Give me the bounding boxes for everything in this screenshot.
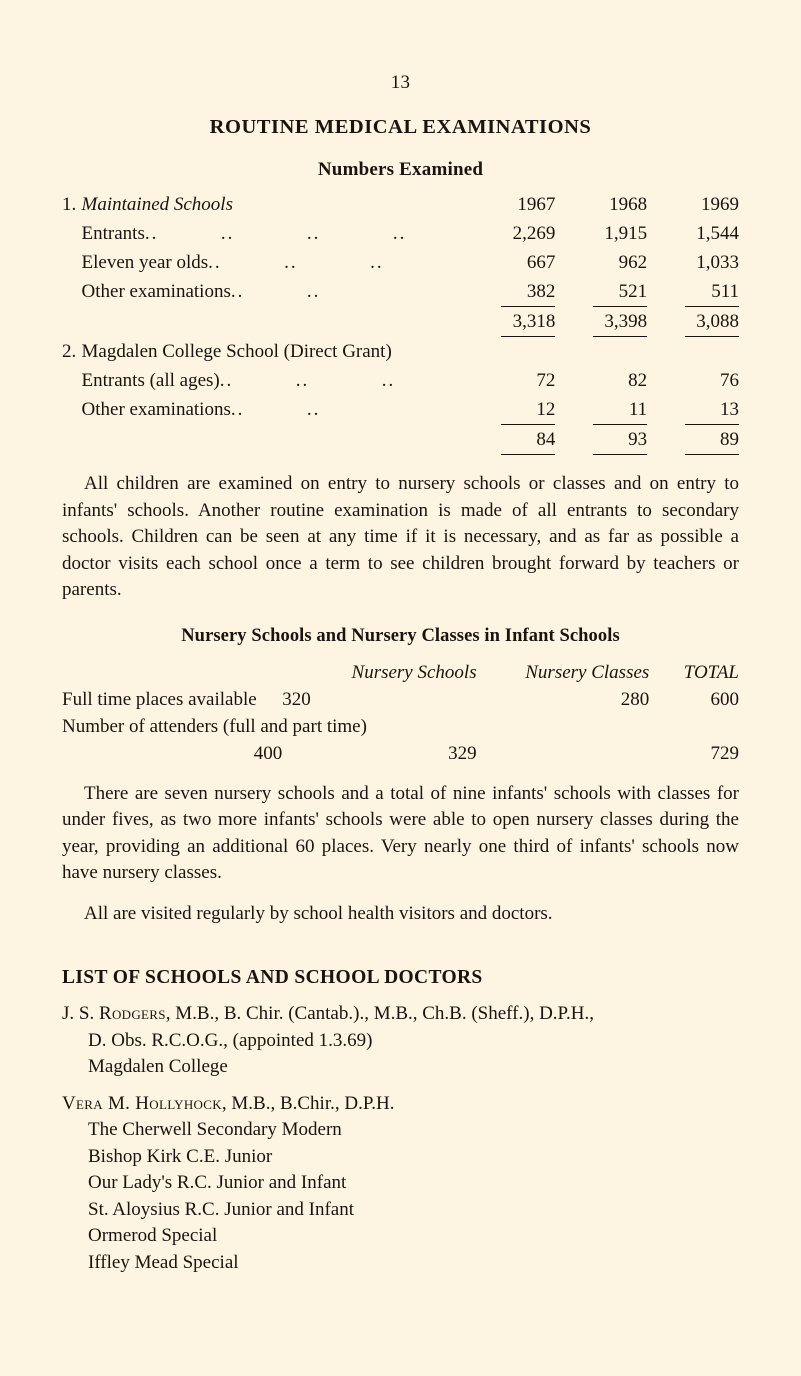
row-label: Entrants (all ages) — [81, 370, 220, 391]
year-header-1967: 1967 — [517, 194, 556, 215]
total-row — [62, 425, 739, 454]
total-value: 89 — [720, 429, 739, 450]
nursery-section-heading: Nursery Schools and Nursery Classes in Infant Schools — [181, 625, 620, 646]
nursery-column-header: Nursery Schools — [351, 661, 477, 683]
list-item: Bishop Kirk C.E. Junior — [88, 1145, 273, 1167]
cell-value: 76 — [720, 370, 739, 391]
cell-value: 1,544 — [696, 223, 739, 244]
nursery-column-header: Nursery Classes — [525, 661, 650, 683]
cell-value: 12 — [536, 399, 556, 420]
leader-dots: .. .. .. — [208, 252, 384, 273]
doctor-qualifications: , M.B., B.Chir., D.P.H. — [221, 1092, 395, 1114]
row-label: Other examinations — [81, 281, 231, 302]
list-item: The Cherwell Secondary Modern — [88, 1119, 342, 1140]
table-row — [62, 219, 739, 248]
section-index: 1. — [62, 194, 77, 215]
doctor-entry — [62, 1091, 739, 1277]
table-row — [62, 686, 739, 713]
total-row — [62, 307, 739, 336]
section-title: Magdalen College School — [81, 341, 279, 362]
table-row — [62, 395, 739, 424]
cell-value: 11 — [628, 399, 648, 420]
nursery-note-paragraph: There are seven nursery schools and a total of nine infants' schools with classes for under fives, as two more infants' schools were able to open nursery classes during the year, providing an additional 60 places. Very nearly one third of infants' schools now have nursery classes. — [62, 782, 739, 883]
section-index: 2. — [62, 341, 77, 362]
cell-value: 320 — [282, 688, 311, 710]
doctor-surname: Rodgers — [98, 1003, 166, 1024]
cell-value: 600 — [710, 688, 739, 710]
doctor-qualifications-cont: D. Obs. R.C.O.G., (appointed 1.3.69) — [88, 1029, 373, 1051]
cell-value: 667 — [526, 252, 556, 273]
cell-value: 82 — [628, 370, 648, 391]
numbers-examined-subtitle: Numbers Examined — [317, 159, 484, 180]
cell-value: 729 — [710, 742, 739, 764]
cell-value: 521 — [618, 281, 648, 302]
doctor-schools — [62, 1117, 739, 1276]
row-label: Entrants — [81, 223, 145, 244]
visits-note-paragraph: All are visited regularly by school health visitors and doctors. — [84, 902, 553, 924]
total-value: 3,318 — [512, 311, 556, 332]
row-label: Eleven year olds — [81, 252, 209, 273]
cell-value: 1,033 — [696, 252, 739, 273]
maintained-schools-table — [62, 190, 739, 455]
list-item: Iffley Mead Special — [88, 1251, 239, 1273]
list-item: Magdalen College — [88, 1056, 228, 1077]
cell-value: 329 — [448, 742, 477, 764]
leader-dots: .. .. .. .. — [144, 223, 407, 244]
section-title-suffix: (Direct Grant) — [283, 341, 392, 362]
doctor-surname: Hollyhock — [135, 1092, 222, 1114]
doctor-schools — [62, 1054, 739, 1081]
total-value: 3,398 — [604, 311, 648, 332]
leader-dots: .. .. .. — [219, 370, 396, 391]
section-title: Maintained Schools — [81, 194, 233, 215]
list-item: St. Aloysius R.C. Junior and Infant — [88, 1198, 355, 1220]
cell-value: 400 — [253, 742, 283, 764]
magdalen-section-header — [62, 337, 739, 366]
list-of-schools-heading: LIST OF SCHOOLS AND SCHOOL DOCTORS — [62, 967, 483, 988]
cell-value: 1,915 — [604, 223, 648, 244]
nursery-header-row — [62, 659, 739, 686]
table-row — [62, 713, 739, 740]
table-row — [62, 277, 739, 306]
row-label: Full time places available — [62, 688, 257, 710]
leader-dots: .. .. — [230, 399, 321, 420]
doctor-entry — [62, 1001, 739, 1081]
table-row — [62, 248, 739, 277]
total-value: 3,088 — [696, 311, 739, 332]
examinations-paragraph: All children are examined on entry to nursery schools or classes and on entry to infants' schools. Another routine examination is made of all entrants to secondary schools. Children can be seen at any time if it is necessary, and as far as possible a doctor visits each school once a term to see children brought forward by teachers or parents. — [62, 473, 739, 600]
total-value: 93 — [628, 429, 648, 450]
doctor-initials: J. S. — [62, 1003, 99, 1024]
page-title: ROUTINE MEDICAL EXAMINATIONS — [209, 116, 592, 138]
doctor-initials: Vera M. — [62, 1092, 136, 1114]
cell-value: 13 — [720, 399, 739, 420]
cell-value: 382 — [526, 281, 556, 302]
cell-value: 511 — [711, 281, 739, 302]
list-item: Ormerod Special — [88, 1225, 218, 1246]
table-header-row — [62, 190, 739, 219]
cell-value: 280 — [620, 688, 650, 710]
table-row — [62, 366, 739, 395]
list-item: Our Lady's R.C. Junior and Infant — [88, 1172, 347, 1193]
year-header-1969: 1969 — [701, 194, 739, 215]
row-label: Number of attenders (full and part time) — [62, 715, 367, 737]
cell-value: 2,269 — [512, 223, 556, 244]
nursery-column-header: TOTAL — [683, 661, 739, 683]
nursery-table — [62, 659, 739, 767]
row-label: Other examinations — [81, 399, 231, 420]
table-row-values — [62, 740, 739, 767]
cell-value: 962 — [618, 252, 648, 273]
page-number: 13 — [390, 72, 411, 93]
leader-dots: .. .. — [230, 281, 321, 302]
year-header-1968: 1968 — [609, 194, 648, 215]
total-value: 84 — [536, 429, 556, 450]
doctor-qualifications: , M.B., B. Chir. (Cantab.)., M.B., Ch.B. (Sheff.), D.P.H., — [165, 1003, 594, 1024]
doctors-list — [62, 1001, 739, 1276]
cell-value: 72 — [536, 370, 556, 391]
